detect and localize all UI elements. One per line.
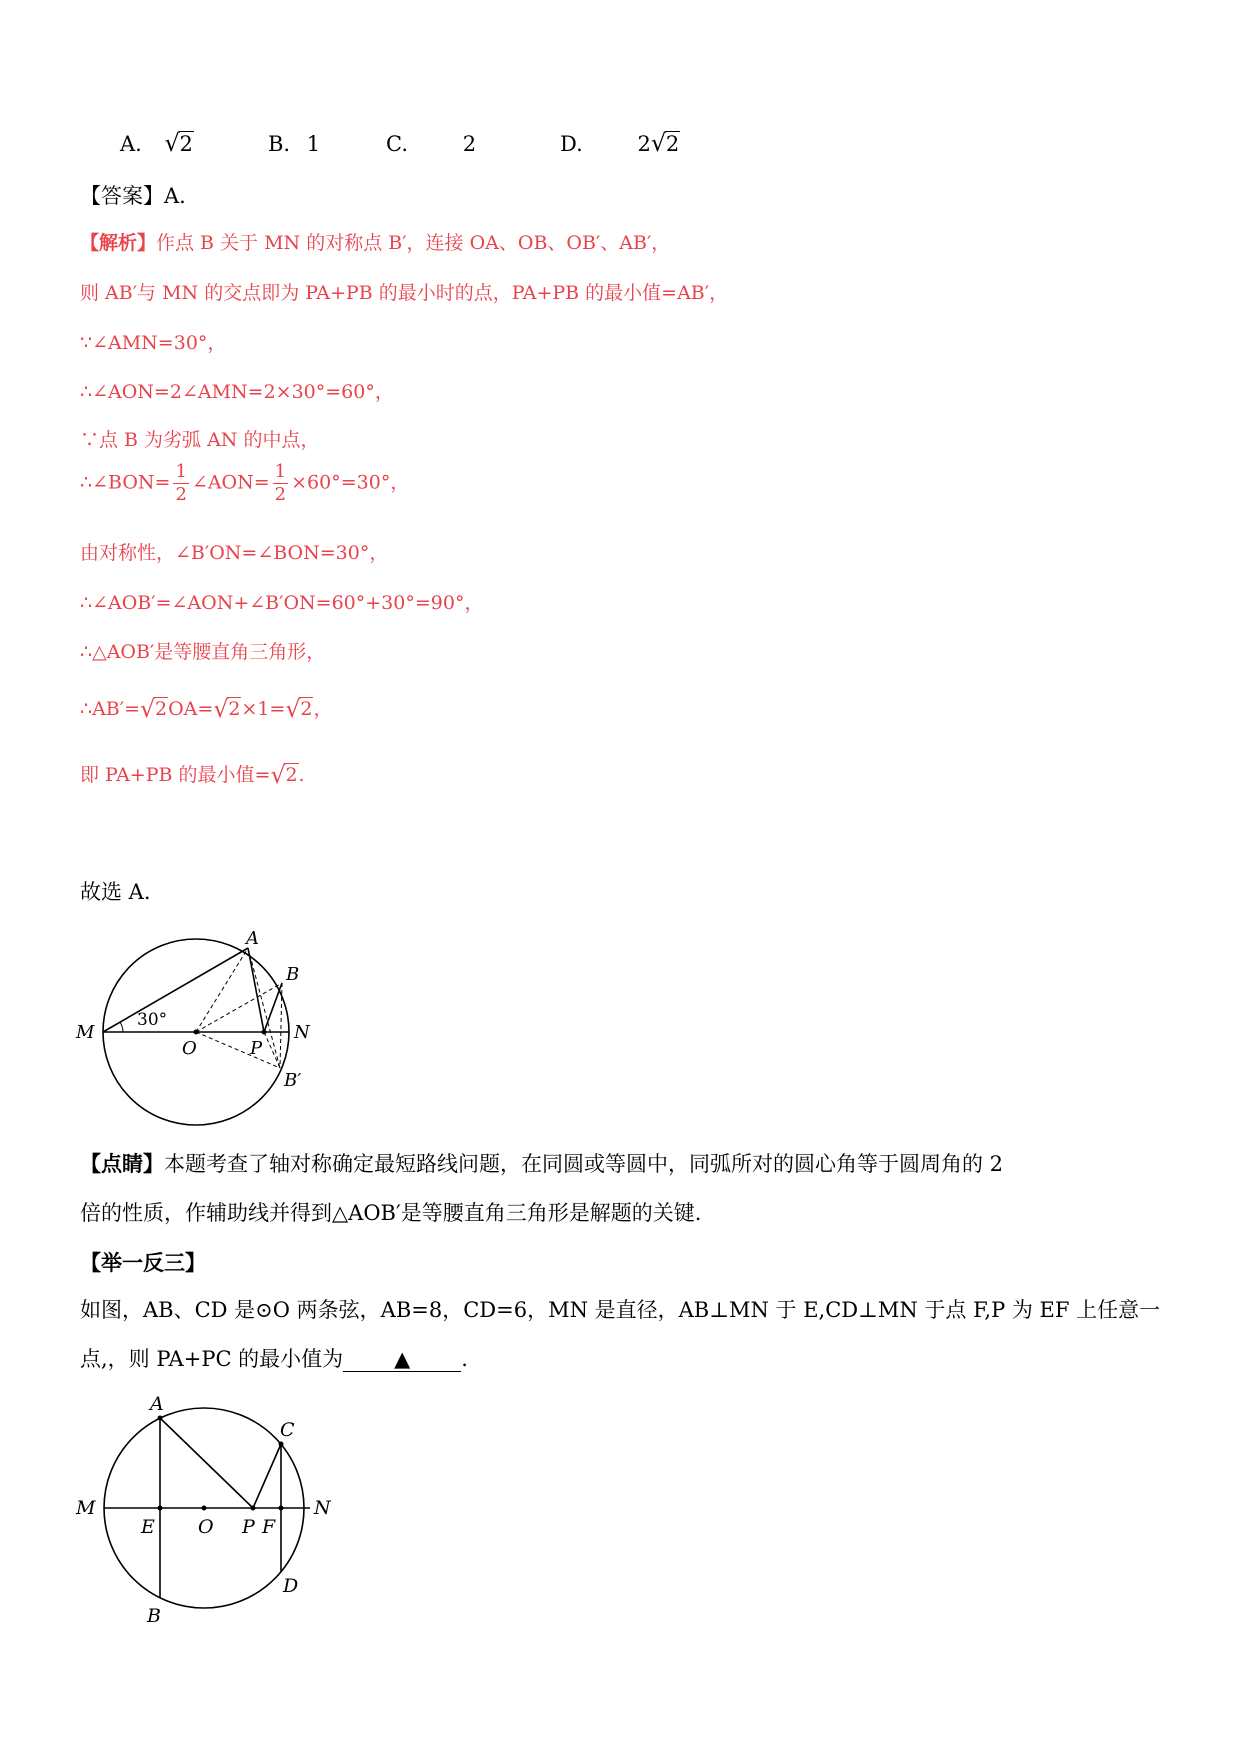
analysis-line-1: [80, 228, 670, 255]
comment-line-1: [80, 1148, 1003, 1178]
analysis-line-2: 则 AB′与 MN 的交点即为 PA+PB 的最小时的点，PA+PB 的最小值=AB′，: [80, 282, 729, 304]
analysis-text-6c: ×60°=30°，: [291, 471, 410, 494]
option-a: [120, 132, 194, 156]
point-a: [158, 1416, 163, 1421]
conclusion-line: 故选 A.: [80, 880, 151, 904]
label-bprime: B′: [284, 1070, 302, 1091]
analysis-line-10: [80, 694, 332, 721]
variant-text-2a: 点,，则 PA+PC 的最小值为: [80, 1347, 344, 1371]
analysis-text-10b: OA=: [168, 698, 214, 720]
variant-line-1: 如图，AB、CD 是⊙O 两条弦，AB=8，CD=6，MN 是直径，AB⊥MN 于 E,CD⊥MN 于点 F,P 为 EF 上任意一: [80, 1298, 1161, 1322]
analysis-line-5: ∵点 B 为劣弧 AN 的中点，: [80, 429, 320, 451]
sqrt-symbol: √ 2: [213, 698, 241, 720]
sqrt-symbol: √ 2: [285, 698, 313, 720]
analysis-text-11a: 即 PA+PB 的最小值=: [80, 764, 271, 786]
point-o: [202, 1506, 207, 1511]
analysis-line-6: [80, 463, 409, 504]
comment-text-1: 本题考查了轴对称确定最短路线问题，在同圆或等圆中，同弧所对的圆心角等于圆周角的 2: [164, 1152, 1004, 1176]
segment-ob: [196, 983, 282, 1032]
option-d: [560, 132, 680, 156]
analysis-text-1: 作点 B 关于 MN 的对称点 B′，连接 OA、OB、OB′、AB′，: [156, 232, 671, 254]
point-f: [279, 1506, 284, 1511]
option-b-value: 1: [306, 132, 321, 156]
point-p: [251, 1506, 256, 1511]
sqrt-symbol: √ 2: [270, 764, 298, 786]
segment-pb: [264, 983, 282, 1032]
option-b-letter: B.: [268, 132, 291, 156]
point-o: [194, 1030, 199, 1035]
analysis-line-8: ∴∠AOB′=∠AON+∠B′ON=60°+30°=90°，: [80, 592, 484, 614]
figure-2-circle-diagram: [72, 1390, 342, 1630]
option-c-value: 2: [462, 132, 477, 156]
option-a-letter: A.: [120, 132, 142, 156]
option-d-letter: D.: [560, 132, 583, 156]
analysis-line-4: ∴∠AON=2∠AMN=2×30°=60°，: [80, 381, 394, 403]
option-d-value: 2: [665, 132, 680, 156]
answer-line: 【答案】A.: [80, 184, 186, 208]
analysis-line-7: 由对称性，∠B′ON=∠BON=30°，: [80, 542, 389, 564]
option-b: [268, 132, 320, 156]
sqrt-symbol: [651, 132, 680, 156]
option-c: [386, 132, 476, 156]
analysis-line-11: [80, 760, 305, 787]
label-b: B: [286, 964, 300, 985]
label-n: N: [294, 1022, 310, 1043]
option-a-value: 2: [179, 132, 193, 156]
analysis-label: 【解析】: [80, 232, 157, 254]
figure-1-circle-diagram: [72, 918, 332, 1130]
label-o: O: [198, 1516, 214, 1538]
label-p: P: [242, 1516, 255, 1538]
analysis-text-6b: ∠AON=: [191, 471, 270, 494]
analysis-line-9: ∴△AOB′是等腰直角三角形，: [80, 641, 326, 663]
analysis-text-10a: ∴AB′=: [80, 698, 141, 720]
comment-line-2: 倍的性质，作辅助线并得到△AOB′是等腰直角三角形是解题的关键.: [80, 1201, 702, 1225]
fraction-half: $\frac{1}{2}$: [274, 461, 287, 505]
label-b: B: [147, 1605, 161, 1627]
comment-label: 【点睛】: [80, 1151, 164, 1176]
label-e: E: [141, 1516, 155, 1538]
label-m: M: [76, 1022, 95, 1043]
label-angle: 30°: [137, 1010, 168, 1030]
label-c: C: [280, 1419, 295, 1441]
fraction-half: $\frac{1}{2}$: [175, 461, 187, 505]
label-a: A: [246, 928, 259, 949]
analysis-line-3: ∵∠AMN=30°，: [80, 332, 227, 354]
label-m: M: [76, 1497, 96, 1519]
angle-arc: [120, 1022, 123, 1032]
segment-obp: [196, 1032, 280, 1068]
analysis-text-11b: .: [298, 764, 305, 786]
segment-ap: [160, 1418, 253, 1508]
option-c-letter: C.: [386, 132, 408, 156]
label-p: P: [250, 1038, 263, 1059]
label-a: A: [150, 1393, 164, 1415]
variant-line-2: [80, 1343, 468, 1373]
chord-ma: [103, 948, 248, 1032]
point-p: [262, 1030, 267, 1035]
label-n: N: [314, 1497, 331, 1519]
label-f: F: [262, 1516, 276, 1538]
triangle-icon: ▲: [394, 1347, 411, 1371]
analysis-text-6a: ∴∠BON=: [80, 471, 171, 494]
label-o: O: [182, 1038, 197, 1059]
analysis-text-10c: ×1=: [241, 698, 286, 720]
sqrt-symbol: [165, 132, 194, 156]
answer-blank[interactable]: [343, 1347, 461, 1372]
point-c: [279, 1442, 284, 1447]
segment-pc: [253, 1444, 281, 1508]
option-d-prefix: 2: [637, 132, 651, 156]
analysis-text-10d: ，: [313, 698, 333, 720]
variant-text-2b: .: [461, 1347, 468, 1371]
segment-oa: [196, 948, 248, 1032]
label-d: D: [283, 1575, 299, 1597]
sqrt-symbol: √ 2: [140, 698, 168, 720]
point-e: [158, 1506, 163, 1511]
variant-heading: 【举一反三】: [80, 1250, 206, 1275]
